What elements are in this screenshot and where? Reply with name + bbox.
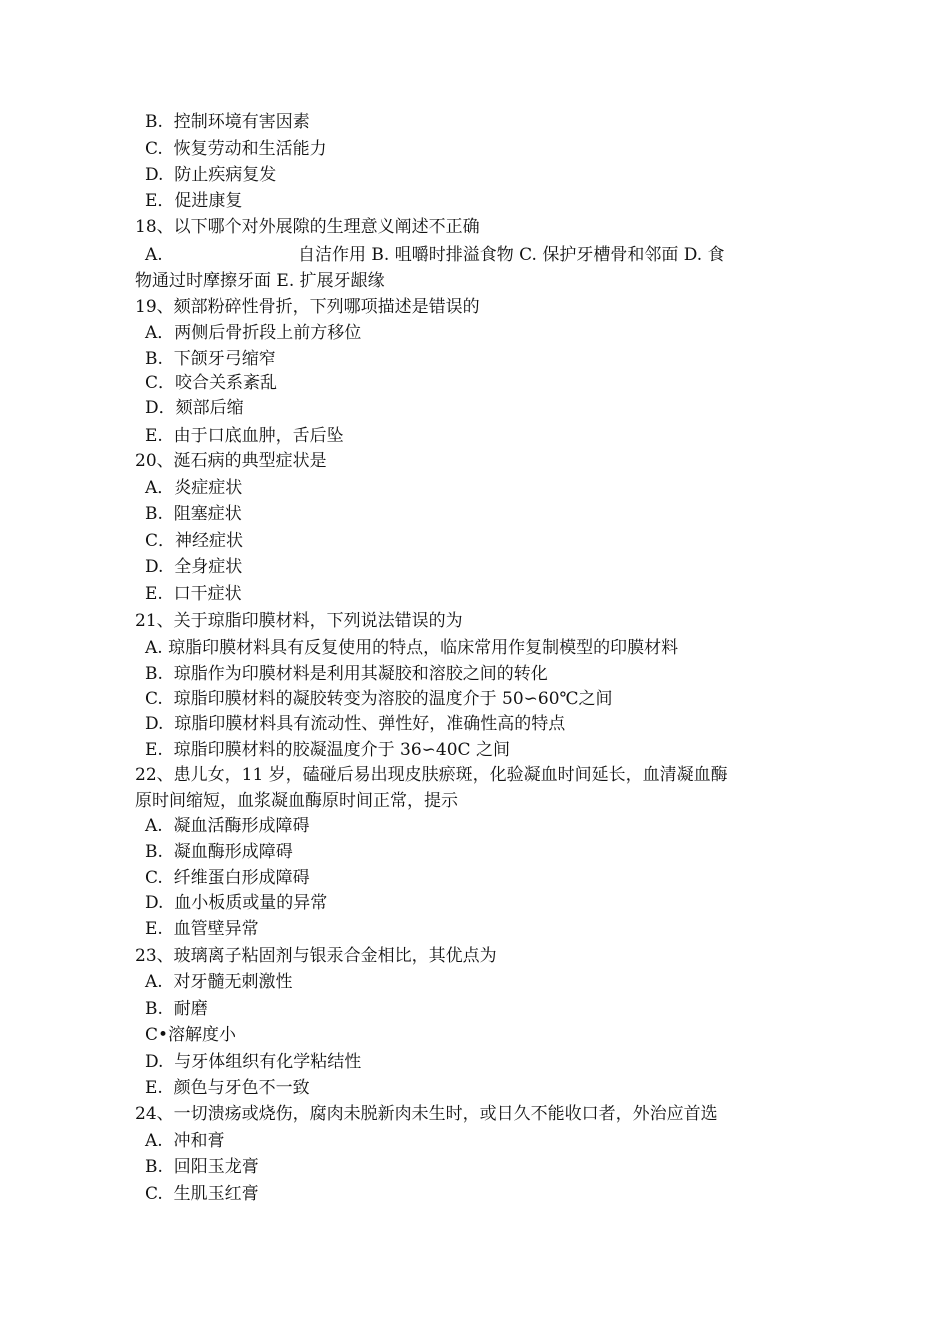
- q18-options-line-continued: 物通过时摩擦牙面 E. 扩展牙龈缘: [135, 271, 385, 291]
- q23-option-c: C•溶解度小: [145, 1025, 237, 1045]
- q17-option-c: C. 恢复劳动和生活能力: [145, 139, 327, 159]
- q24-option-b: B. 回阳玉龙膏: [145, 1157, 259, 1177]
- q22-option-e: E. 血管壁异常: [145, 919, 259, 939]
- q18-stem: 18、以下哪个对外展隙的生理意义阐述不正确: [135, 217, 480, 237]
- q23-option-d: D. 与牙体组织有化学粘结性: [145, 1052, 362, 1072]
- q20-option-e: E. 口干症状: [145, 584, 242, 604]
- q22-option-c: C. 纤维蛋白形成障碍: [145, 868, 310, 888]
- q21-stem: 21、关于琼脂印膜材料，下列说法错误的为: [135, 611, 463, 631]
- q18-option-a-label: A.: [145, 245, 163, 265]
- q21-option-c: C. 琼脂印膜材料的凝胶转变为溶胶的温度介于 50∽60℃之间: [145, 689, 613, 709]
- q22-option-d: D. 血小板质或量的异常: [145, 893, 328, 913]
- q20-option-a: A．炎症症状: [145, 478, 243, 498]
- q18-options-line: 自洁作用 B. 咀嚼时排溢食物 C. 保护牙槽骨和邻面 D. 食: [298, 245, 725, 265]
- q23-option-e: E. 颜色与牙色不一致: [145, 1078, 310, 1098]
- q21-option-a: A. 琼脂印膜材料具有反复使用的特点，临床常用作复制模型的印膜材料: [145, 638, 679, 658]
- q20-option-c: C．神经症状: [145, 531, 244, 551]
- q19-option-b: B. 下颌牙弓缩窄: [145, 349, 276, 369]
- q19-option-a: A．两侧后骨折段上前方移位: [145, 323, 362, 343]
- q24-option-a: A. 冲和膏: [145, 1131, 225, 1151]
- q24-option-c: C. 生肌玉红膏: [145, 1184, 259, 1204]
- q17-option-d: D. 防止疾病复发: [145, 165, 277, 185]
- q24-stem: 24、一切溃疡或烧伤，腐肉未脱新肉未生时，或日久不能收口者，外治应首选: [135, 1104, 718, 1124]
- q20-option-d: D. 全身症状: [145, 557, 243, 577]
- q17-option-b: B. 控制环境有害因素: [145, 112, 310, 132]
- q21-option-b: B. 琼脂作为印膜材料是利用其凝胶和溶胶之间的转化: [145, 664, 548, 684]
- q19-option-d: D．颏部后缩: [145, 398, 244, 418]
- q19-option-e: E. 由于口底血肿，舌后坠: [145, 426, 344, 446]
- q21-option-d: D. 琼脂印膜材料具有流动性、弹性好，准确性高的特点: [145, 714, 566, 734]
- q21-option-e: E. 琼脂印膜材料的胶凝温度介于 36∽40C 之间: [145, 740, 510, 760]
- q23-stem: 23、玻璃离子粘固剂与银汞合金相比，其优点为: [135, 946, 497, 966]
- q20-option-b: B. 阻塞症状: [145, 504, 242, 524]
- q20-stem: 20、涎石病的典型症状是: [135, 451, 327, 471]
- q22-option-b: B. 凝血酶形成障碍: [145, 842, 293, 862]
- q19-option-c: C．咬合关系紊乱: [145, 373, 278, 393]
- q22-stem-line2: 原时间缩短，血浆凝血酶原时间正常，提示: [135, 791, 458, 811]
- q22-option-a: A. 凝血活酶形成障碍: [145, 816, 310, 836]
- q23-option-b: B. 耐磨: [145, 999, 208, 1019]
- q19-stem: 19、颏部粉碎性骨折，下列哪项描述是错误的: [135, 297, 480, 317]
- q17-option-e: E．促进康复: [145, 191, 243, 211]
- q23-option-a: A. 对牙髓无刺激性: [145, 972, 293, 992]
- q22-stem-line1: 22、患儿女，11 岁，磕碰后易出现皮肤瘀斑，化验凝血时间延长，血清凝血酶: [135, 765, 728, 785]
